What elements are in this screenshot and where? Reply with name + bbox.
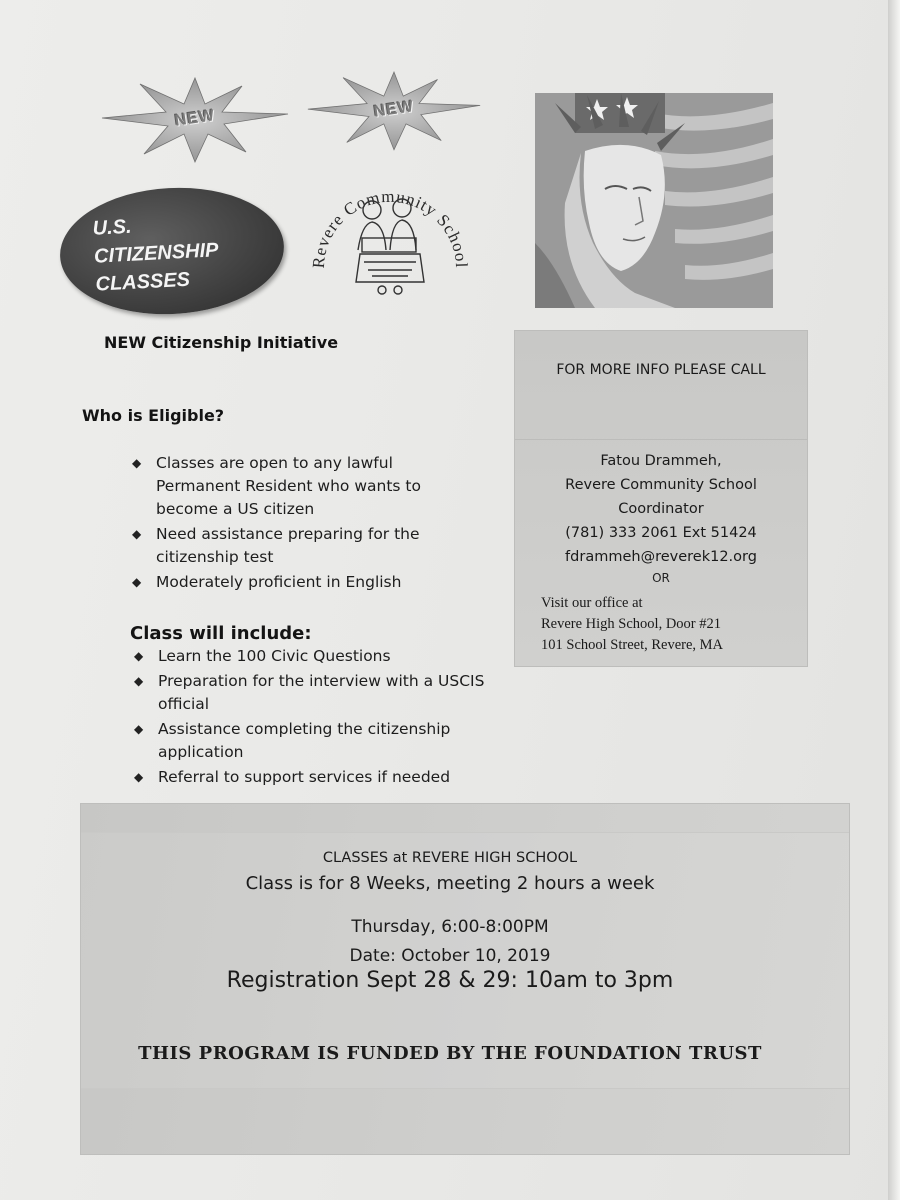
oval-line: CITIZENSHIP (93, 239, 219, 268)
contact-info-box (514, 330, 808, 667)
office-street-line: 101 School Street, Revere, MA (541, 637, 724, 653)
school-logo-emblem (300, 158, 480, 308)
svg-text:Revere Community School (309, 187, 471, 269)
diamond-bullet-icon: ◆ (132, 575, 142, 589)
contact-organization: Revere Community School (565, 477, 757, 493)
eligibility-list (132, 452, 472, 596)
contact-info-title: FOR MORE INFO PLEASE CALL (556, 362, 766, 378)
contact-or: OR (652, 571, 670, 585)
new-badge-label: NEW (372, 98, 416, 121)
contact-info-header (515, 331, 807, 440)
class-duration: Class is for 8 Weeks, meeting 2 hours a week (245, 873, 655, 894)
new-starburst-icon (306, 68, 482, 152)
includes-item-text: Preparation for the interview with a USCIS official (158, 672, 485, 713)
eligibility-item-text: Moderately proficient in English (156, 573, 402, 591)
list-item (132, 452, 472, 521)
statue-flag-picture (535, 93, 773, 308)
new-badge-label: NEW (173, 107, 217, 130)
oval-badge-text (92, 205, 276, 298)
paper-edge (888, 0, 900, 1200)
class-schedule: Thursday, 6:00-8:00PM (351, 917, 549, 937)
initiative-heading: NEW Citizenship Initiative (104, 333, 339, 352)
list-item (134, 718, 504, 764)
school-logo (300, 158, 480, 308)
diamond-bullet-icon: ◆ (132, 456, 142, 470)
eligibility-item-text: Classes are open to any lawful Permanent Resident who wants to become a US citizen (156, 454, 421, 518)
class-start-date: Date: October 10, 2019 (349, 946, 551, 966)
class-location: CLASSES at REVERE HIGH SCHOOL (322, 850, 578, 866)
new-starburst-icon (100, 74, 290, 164)
list-item (134, 766, 504, 789)
diamond-bullet-icon: ◆ (134, 722, 144, 736)
diamond-bullet-icon: ◆ (134, 674, 144, 688)
students-drawing-icon (356, 199, 424, 294)
class-includes-list (134, 645, 504, 791)
list-item (132, 523, 472, 569)
class-includes-heading: Class will include: (130, 623, 312, 644)
logo-arc-text: Revere Community School (308, 186, 472, 269)
registration-info: Registration Sept 28 & 29: 10am to 3pm (226, 968, 674, 993)
list-item (134, 670, 504, 716)
eligibility-item-text: Need assistance preparing for the citizenship test (156, 525, 420, 566)
funding-statement: THIS PROGRAM IS FUNDED BY THE FOUNDATION TRUST (138, 1043, 762, 1064)
office-address (541, 593, 803, 656)
contact-name: Fatou Drammeh, (600, 453, 722, 469)
contact-details (515, 449, 807, 569)
oval-line: U.S. (92, 215, 133, 240)
contact-role: Coordinator (618, 501, 704, 517)
oval-line: CLASSES (95, 268, 191, 296)
diamond-bullet-icon: ◆ (134, 649, 144, 663)
list-item (134, 645, 504, 668)
includes-item-text: Referral to support services if needed (158, 768, 451, 786)
includes-item-text: Assistance completing the citizenship application (158, 720, 451, 761)
eligibility-heading: Who is Eligible? (82, 406, 225, 425)
includes-item-text: Learn the 100 Civic Questions (158, 647, 391, 665)
office-visit-line: Visit our office at (541, 595, 643, 611)
list-item (132, 571, 472, 594)
office-building-line: Revere High School, Door #21 (541, 616, 722, 632)
diamond-bullet-icon: ◆ (132, 527, 142, 541)
statue-of-liberty-image (535, 93, 773, 308)
contact-phone: (781) 333 2061 Ext 51424 (565, 525, 757, 541)
diamond-bullet-icon: ◆ (134, 770, 144, 784)
contact-email: fdrammeh@reverek12.org (565, 549, 757, 565)
